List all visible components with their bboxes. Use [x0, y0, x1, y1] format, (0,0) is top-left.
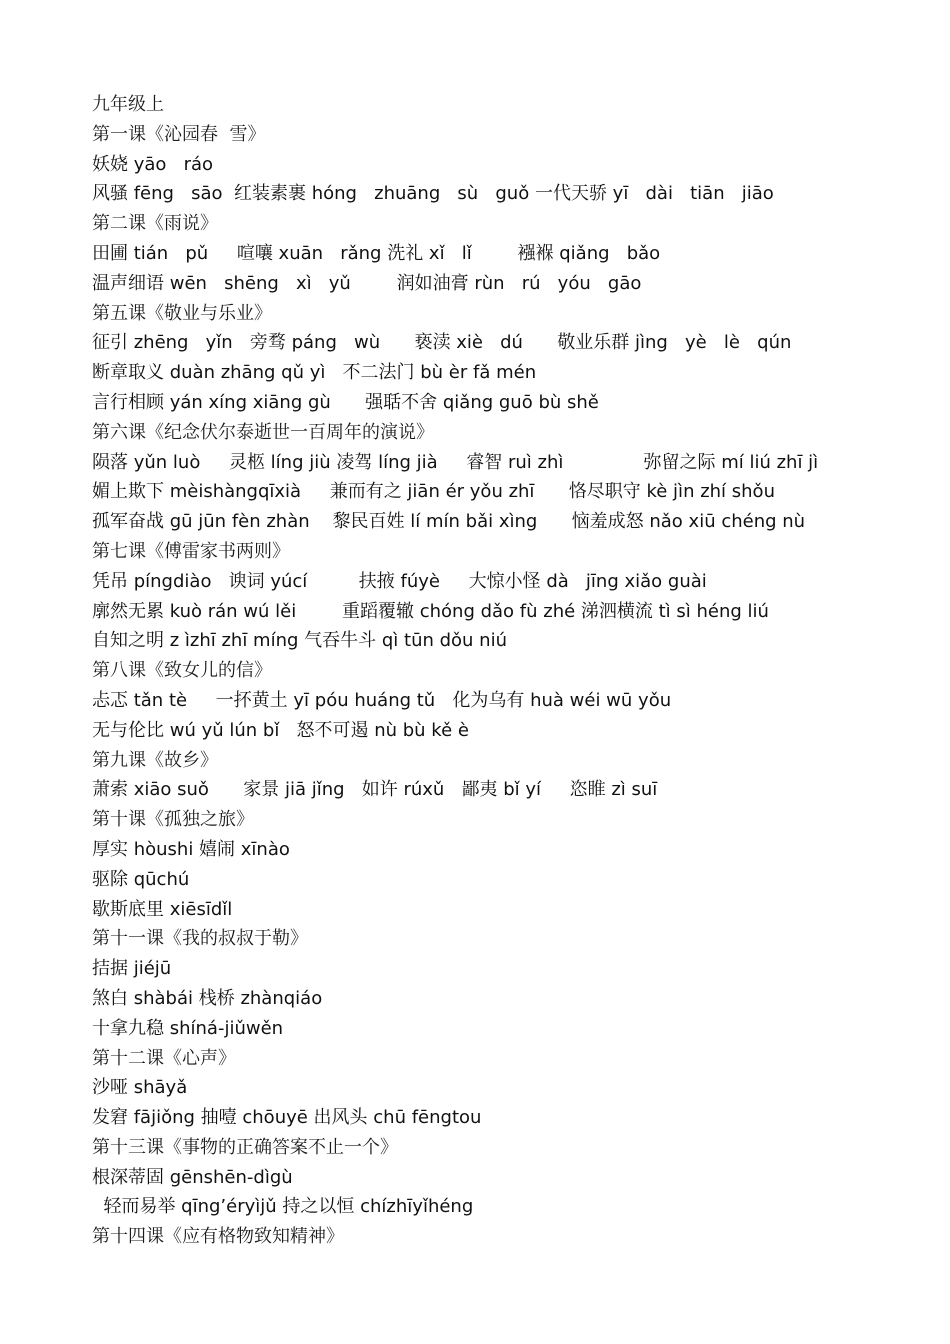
vocab-line: 媚上欺下 mèishàngqīxià 兼而有之 jiān ér yǒu zhī 恪尽职守 kè jìn zhí shǒu — [92, 481, 775, 503]
lesson-heading: 第一课《沁园春 雪》 — [92, 123, 266, 145]
vocab-line: 自知之明 z ìzhī zhī míng 气吞牛斗 qì tūn dǒu niú — [92, 630, 507, 652]
vocab-line: 沙哑 shāyǎ — [92, 1077, 188, 1099]
lesson-heading: 第十一课《我的叔叔于勒》 — [92, 928, 308, 950]
vocab-line: 无与伦比 wú yǔ lún bǐ 怒不可遏 nù bù kě è — [92, 719, 469, 741]
vocab-line: 十拿九稳 shíná-jiǔwěn — [92, 1017, 284, 1039]
lesson-heading: 第七课《傅雷家书两则》 — [92, 540, 290, 562]
vocab-line: 拮据 jiéjū — [92, 958, 172, 980]
lesson-heading: 第二课《雨说》 — [92, 213, 218, 235]
vocab-line: 厚实 hòushi 嬉闹 xīnào — [92, 838, 290, 860]
lesson-heading: 第十四课《应有格物致知精神》 — [92, 1226, 344, 1248]
lesson-heading: 第五课《敬业与乐业》 — [92, 302, 272, 324]
vocab-line: 歇斯底里 xiēsīdǐl — [92, 898, 233, 920]
vocab-line: 忐忑 tǎn tè 一抔黄土 yī póu huáng tǔ 化为乌有 huà wéi wū yǒu — [92, 689, 672, 711]
vocab-line: 萧索 xiāo suǒ 家景 jiā jǐng 如许 rúxǔ 鄙夷 bǐ yí 恣睢 zì suī — [92, 779, 658, 801]
lesson-heading: 第十课《孤独之旅》 — [92, 809, 254, 831]
lesson-heading: 第八课《致女儿的信》 — [92, 660, 272, 682]
vocab-line: 温声细语 wēn shēng xì yǔ 润如油膏 rùn rú yóu gāo — [92, 272, 642, 294]
lesson-heading: 第十二课《心声》 — [92, 1047, 236, 1069]
vocab-line: 驱除 qūchú — [92, 868, 190, 890]
lesson-heading: 第十三课《事物的正确答案不止一个》 — [92, 1136, 398, 1158]
vocab-line: 煞白 shàbái 栈桥 zhànqiáo — [92, 987, 323, 1009]
vocab-line: 孤军奋战 gū jūn fèn zhàn 黎民百姓 lí mín bǎi xìng 恼羞成怒 nǎo xiū chéng nù — [92, 511, 806, 533]
vocab-line: 陨落 yǔn luò 灵柩 líng jiù 凌驾 líng jià 睿智 ruì zhì 弥留之际 mí liú zhī jì — [92, 451, 819, 473]
document-page — [92, 90, 932, 1252]
vocab-line: 风骚 fēng sāo 红装素裹 hóng zhuāng sù guǒ 一代天骄 yī dài tiān jiāo — [92, 183, 774, 205]
vocab-line: 轻而易举 qīng’éryìjǔ 持之以恒 chízhīyǐhéng — [92, 1196, 474, 1218]
lesson-heading: 九年级上 — [92, 94, 164, 115]
vocab-line: 妖娆 yāo ráo — [92, 153, 214, 175]
vocab-line: 廓然无累 kuò rán wú lěi 重蹈覆辙 chóng dǎo fù zhé 涕泗横流 tì sì héng liú — [92, 600, 769, 622]
lesson-heading: 第九课《故乡》 — [92, 749, 218, 771]
vocab-line: 凭吊 píngdiào 谀词 yúcí 扶掖 fúyè 大惊小怪 dà jīng xiǎo guài — [92, 570, 707, 592]
vocab-line: 田圃 tián pǔ 喧嚷 xuān rǎng 洗礼 xǐ lǐ 襁褓 qiǎng bǎo — [92, 242, 661, 264]
vocab-line: 征引 zhēng yǐn 旁骛 páng wù 亵渎 xiè dú 敬业乐群 jìng yè lè qún — [92, 332, 792, 354]
lesson-heading: 第六课《纪念伏尔泰逝世一百周年的演说》 — [92, 421, 434, 443]
vocab-line: 言行相顾 yán xíng xiāng gù 强聒不舍 qiǎng guō bù shě — [92, 391, 599, 413]
vocab-line: 发窘 fājiǒng 抽噎 chōuyē 出风头 chū fēngtou — [92, 1107, 482, 1129]
vocab-line: 断章取义 duàn zhāng qǔ yì 不二法门 bù èr fǎ mén — [92, 362, 537, 384]
vocab-line: 根深蒂固 gēnshēn-dìgù — [92, 1166, 293, 1188]
